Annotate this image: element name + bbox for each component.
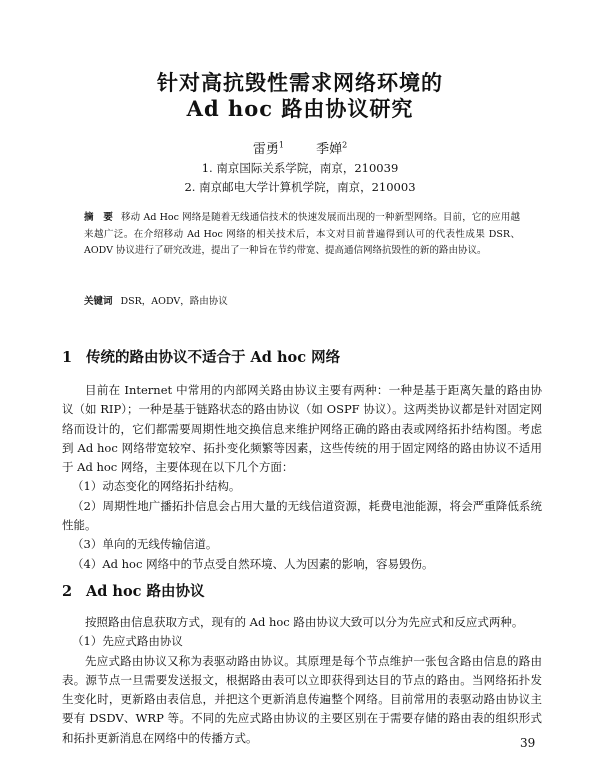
list-item: （3）单向的无线传输信道。 <box>72 537 218 552</box>
list-item: （1）动态变化的网络拓扑结构。 <box>72 479 241 494</box>
paragraph: 先应式路由协议又称为表驱动路由协议。其原理是每个节点维护一张包含路由信息的路由表。源节点一旦需要发送报文，根据路由表可以立即获得到达目的节点的路由。当网络拓扑发生变化时，更新路由表信息，并把这个更新消息传遍整个网络。目前常用的表驱动路由协议主要有 DSDV、WRP 等。不同的先应式路由协议的主要区别在于需要存储的路由表的组织形式和拓扑更新消息在网络中的传播方式。 <box>62 653 542 745</box>
paragraph: 目前在 Internet 中常用的内部网关路由协议主要有两种：一种是基于距离矢量的路由协议（如 RIP）；一种是基于链路状态的路由协议（如 OSPF 协议）。这两类协议都是针对固定网络而设计的，它们都需要周期性地交换信息来维护网络正确的路由表或网络拓扑结构图。考虑到 Ad hoc 网络带宽较窄、拓扑变化频繁等因素，这些传统的用于固定网络的路由协议不适用于 Ad hoc 网络，主要体现在以下几个方面： <box>62 383 542 475</box>
abstract-text: 移动 Ad Hoc 网络是随着无线通信技术的快速发展而出现的一种新型网络。目前，它的应用越来越广泛。在介绍移动 Ad Hoc 网络的相关技术后，本文对目前普遍得到认可的代表性成果 DSR、AODV 协议进行了研究改进，提出了一种旨在节约带宽、提高通信网络抗毁性的新的路由协议。 <box>84 212 520 256</box>
author <box>316 142 347 157</box>
keywords-text: DSR，AODV，路由协议 <box>120 296 228 307</box>
section-2-body <box>62 613 542 748</box>
subsection-title: （1）先应式路由协议 <box>72 634 183 649</box>
title-line-1: 针对高抗毁性需求网络环境的 <box>157 70 443 95</box>
list-item: （4）Ad hoc 网络中的节点受自然环境、人为因素的影响，容易毁伤。 <box>72 556 434 571</box>
section-number: 1 <box>62 349 73 366</box>
abstract-label: 摘 要 <box>84 212 113 223</box>
author-list <box>0 138 600 157</box>
author-name: 雷勇 <box>252 142 279 157</box>
affiliation-mark: 2 <box>342 140 348 150</box>
section-1-heading <box>62 346 340 367</box>
section-2-heading <box>62 580 205 601</box>
author <box>253 142 284 157</box>
section-title: 传统的路由协议不适合于 Ad hoc 网络 <box>86 349 341 366</box>
affiliation-mark: 1 <box>278 140 284 150</box>
section-number: 2 <box>62 583 73 600</box>
author-name: 季婵 <box>316 142 343 157</box>
abstract <box>84 210 520 260</box>
keywords <box>84 293 520 307</box>
keywords-label: 关键词 <box>84 296 113 307</box>
section-1-body <box>62 381 542 574</box>
paper-title <box>0 70 600 122</box>
affiliation-1: 1. 南京国际关系学院，南京，210039 <box>201 161 399 175</box>
section-title: Ad hoc 路由协议 <box>86 583 205 600</box>
title-line-2: Ad hoc 路由协议研究 <box>186 96 414 121</box>
page-number: 39 <box>520 736 536 750</box>
affiliation-2: 2. 南京邮电大学计算机学院，南京，210003 <box>184 180 416 194</box>
paragraph: 按照路由信息获取方式，现有的 Ad hoc 路由协议大致可以分为先应式和反应式两种。 <box>85 615 524 629</box>
list-item: （2）周期性地广播拓扑信息会占用大量的无线信道资源，耗费电池能源，将会严重降低系统性能。 <box>62 498 542 533</box>
